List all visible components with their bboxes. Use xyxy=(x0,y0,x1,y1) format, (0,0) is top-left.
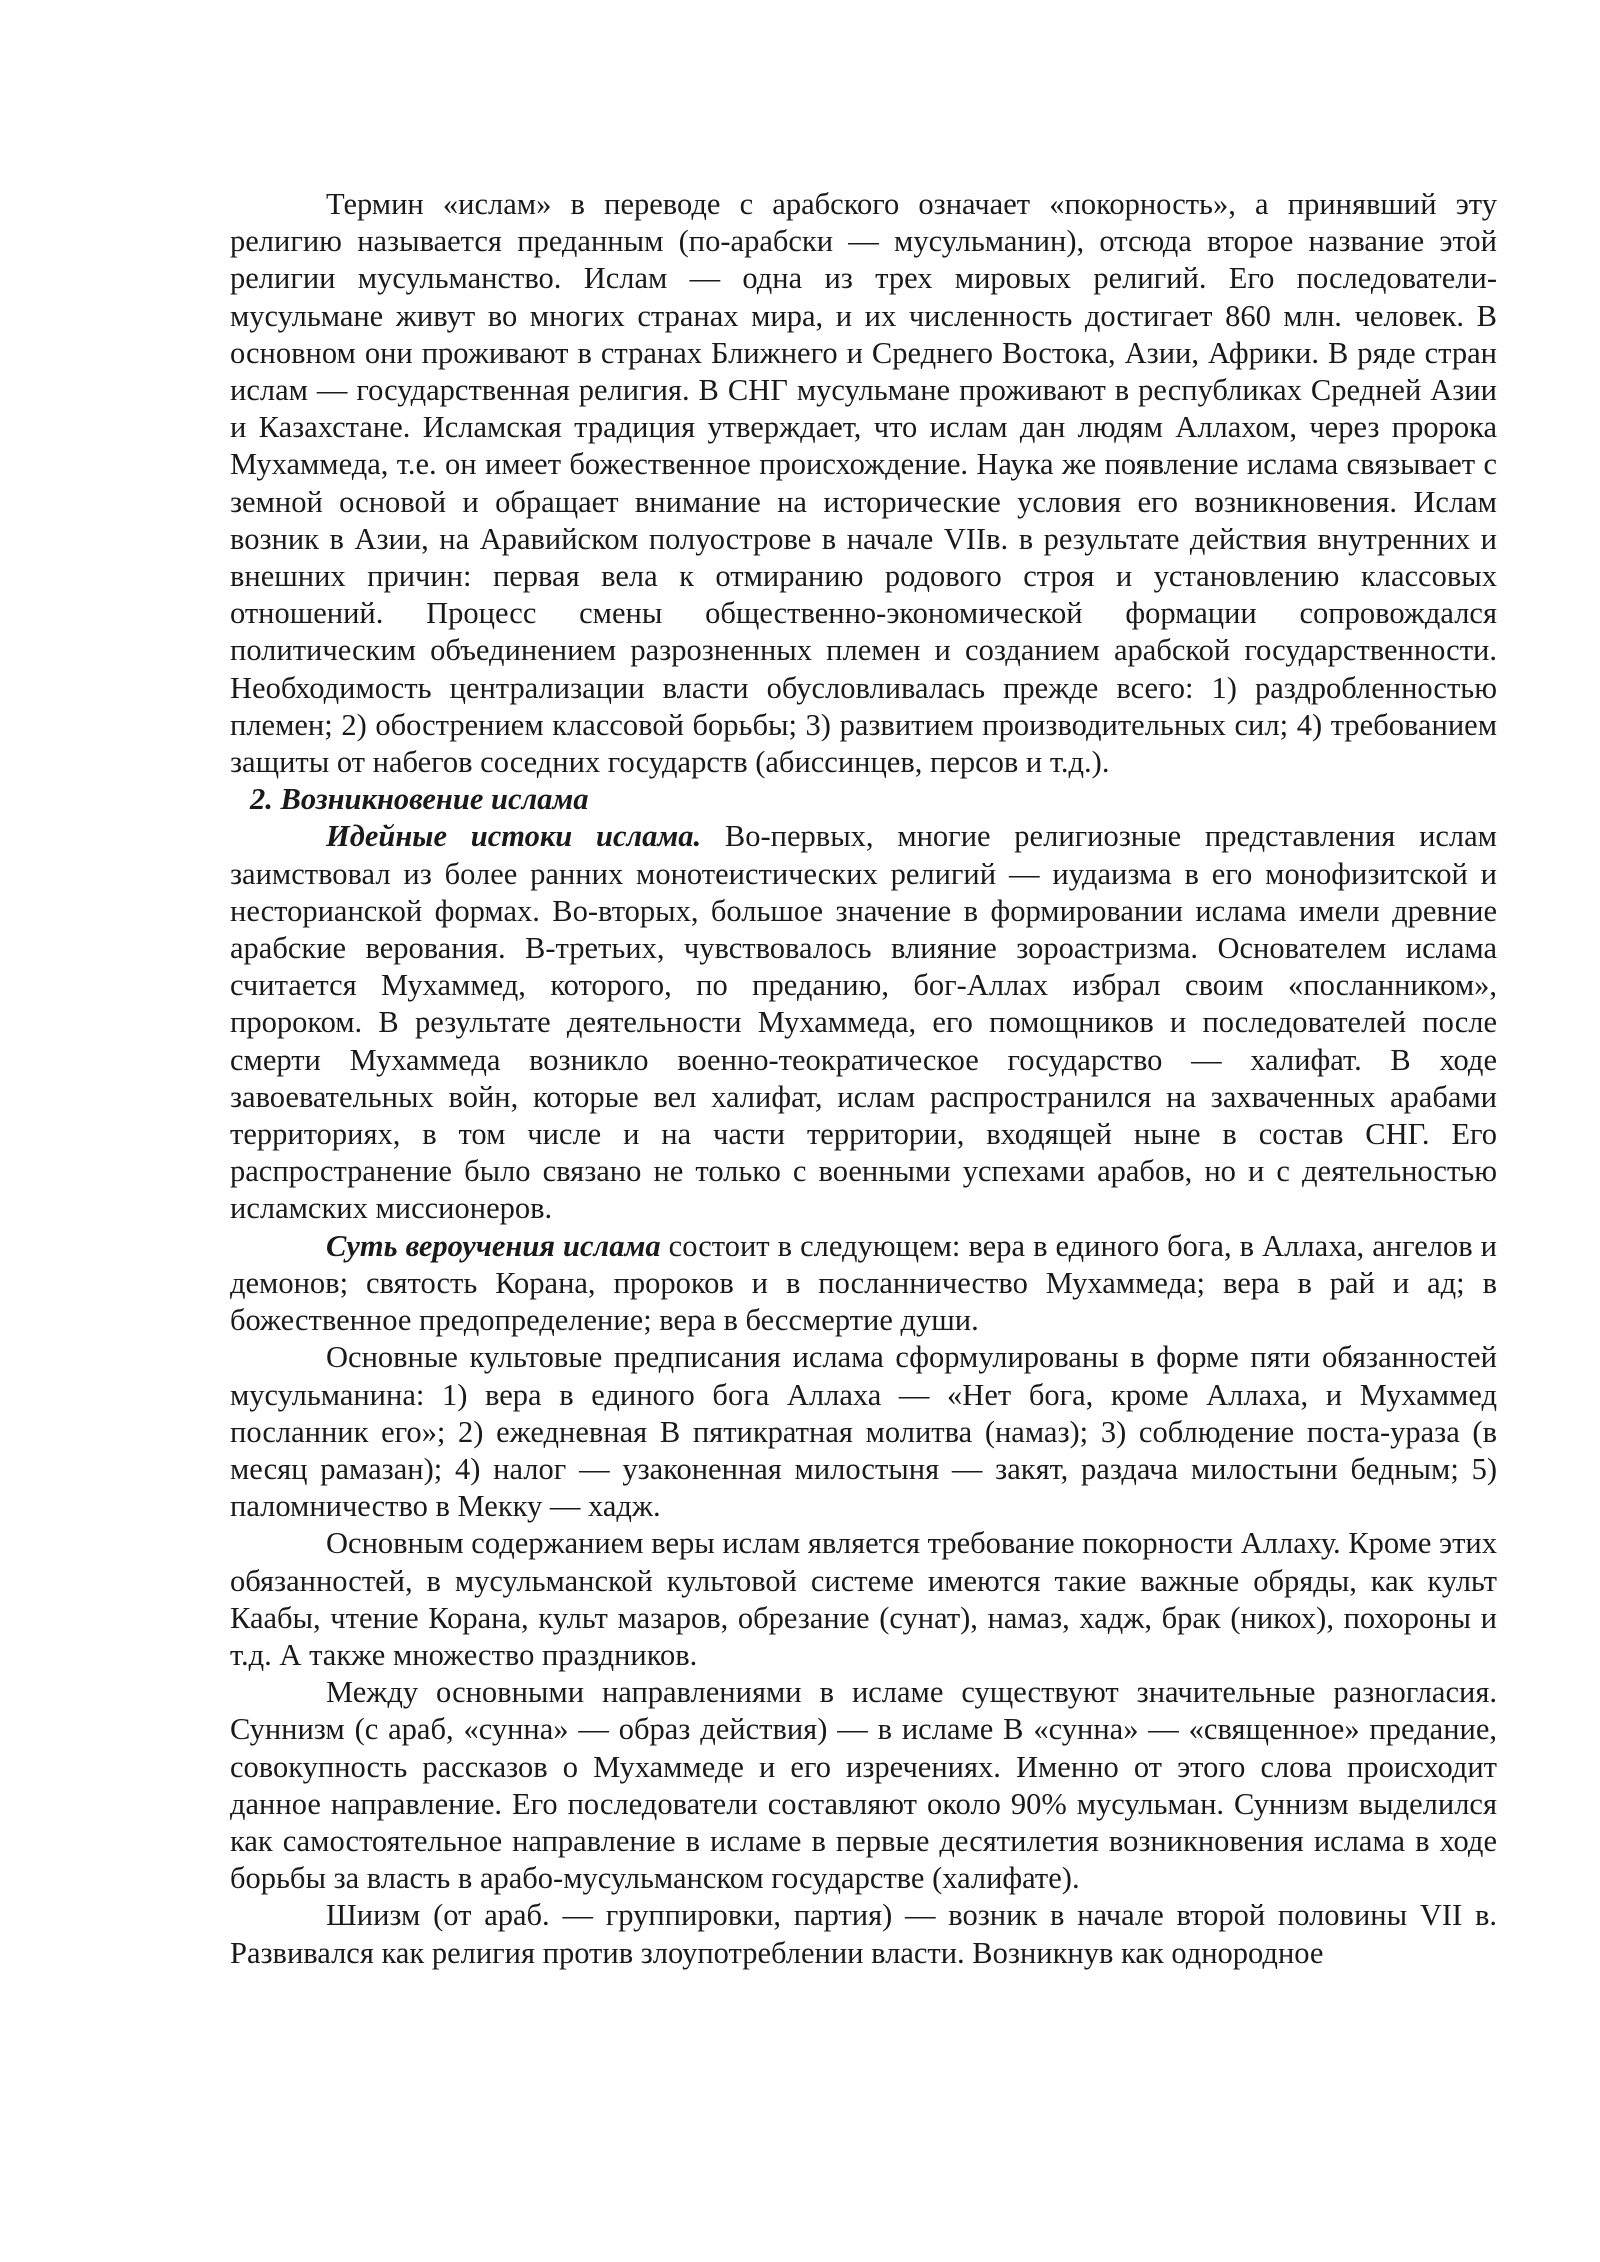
document-page xyxy=(230,186,1497,1972)
doctrine-paragraph xyxy=(230,1228,1497,1340)
cult-paragraph: Основные культовые предписания ислама сформулированы в форме пяти обязанностей мусульманина: 1) вера в единого бога Аллаха — «Нет бога, кроме Аллаха, и Мухаммед посланник его»; 2) ежедневная В пятикратная молитва (намаз); 3) соблюдение поста-ураза (в месяц рамазан); 4) налог — узаконенная милостыня — закят, раздача милостыни бедным; 5) паломничество в Мекку — хадж. xyxy=(230,1340,1497,1524)
content-paragraph: Основным содержанием веры ислам является требование покорности Аллаху. Кроме этих обязанностей, в мусульманской культовой системе имеются такие важные обряды, как культ Каабы, чтение Корана, культ мазаров, обрезание (сунат), намаз, хадж, брак (никох), похороны и т.д. А также множество праздников. xyxy=(230,1526,1497,1672)
section-heading: 2. Возникновение ислама xyxy=(250,782,589,817)
doctrine-term: Суть вероучения ислама xyxy=(326,1228,661,1263)
shiism-paragraph: Шиизм (от араб. — группировки, партия) — возник в начале второй половины VII в. Развивался как религия против злоупотреблении власти. Возникнув как однородное xyxy=(230,1898,1497,1970)
origins-text: Во-первых, многие религиозные представления ислам заимствовал из более ранних монотеистических религий — иудаизма в его монофизитской и несторианской формах. Во-вторых, большое значение в формировании ислама имели древние арабские верования. В-третьих, чувствовалось влияние зороастризма. Основателем ислама считается Мухаммед, которого, по преданию, бог-Аллах избрал своим «посланником», пророком. В результате деятельности Мухаммеда, его помощников и последователей после смерти Мухаммеда возникло военно-теократическое государство — халифат. В ходе завоевательных войн, которые вел халифат, ислам распространился на захваченных арабами территориях, в том числе и на части территории, входящей ныне в состав СНГ. Его распространение было связано не только с военными успехами арабов, но и с деятельностью исламских миссионеров. xyxy=(230,819,1497,1226)
intro-paragraph: Термин «ислам» в переводе с арабского означает «покорность», а принявший эту религию называется преданным (по-арабски — мусульманин), отсюда второе название этой религии мусульманство. Ислам — одна из трех мировых религий. Его последователи-мусульмане живут во многих странах мира, и их численность достигает 860 млн. человек. В основном они проживают в странах Ближнего и Среднего Востока, Азии, Африки. В ряде стран ислам — государственная религия. В СНГ мусульмане проживают в республиках Средней Азии и Казахстане. Исламская традиция утверждает, что ислам дан людям Аллахом, через пророка Мухаммеда, т.е. он имеет божественное происхождение. Наука же появление ислама связывает с земной основой и обращает внимание на исторические условия его возникновения. Ислам возник в Азии, на Аравийском полуострове в начале VIIв. в результате действия внутренних и внешних причин: первая вела к отмиранию родового строя и установлению классовых отношений. Процесс смены общественно-экономической формации сопровождался политическим объединением разрозненных племен и созданием арабской государственности. Необходимость централизации власти обусловливалась прежде всего: 1) раздробленностью племен; 2) обострением классовой борьбы; 3) развитием производительных сил; 4) требованием защиты от набегов соседних государств (абиссинцев, персов и т.д.). xyxy=(230,187,1497,780)
sunnism-paragraph: Между основными направлениями в исламе существуют значительные разногласия. Суннизм (с араб, «сунна» — образ действия) — в исламе В «сунна» — «священное» предание, совокупность рассказов о Мухаммеде и его изречениях. Именно от этого слова происходит данное направление. Его последователи составляют около 90% мусульман. Суннизм выделился как самостоятельное направление в исламе в первые десятилетия возникновения ислама в ходе борьбы за власть в арабо-мусульманском государстве (халифате). xyxy=(230,1675,1497,1896)
origins-paragraph xyxy=(230,818,1497,1227)
origins-term: Идейные истоки ислама. xyxy=(326,819,702,854)
doctrine-text: состоит в следующем: вера в единого бога, в Аллаха, ангелов и демонов; святость Корана, пророков и в посланничество Мухаммеда; вера в рай и ад; в божественное предопределение; вера в бессмертие души. xyxy=(230,1228,1497,1338)
